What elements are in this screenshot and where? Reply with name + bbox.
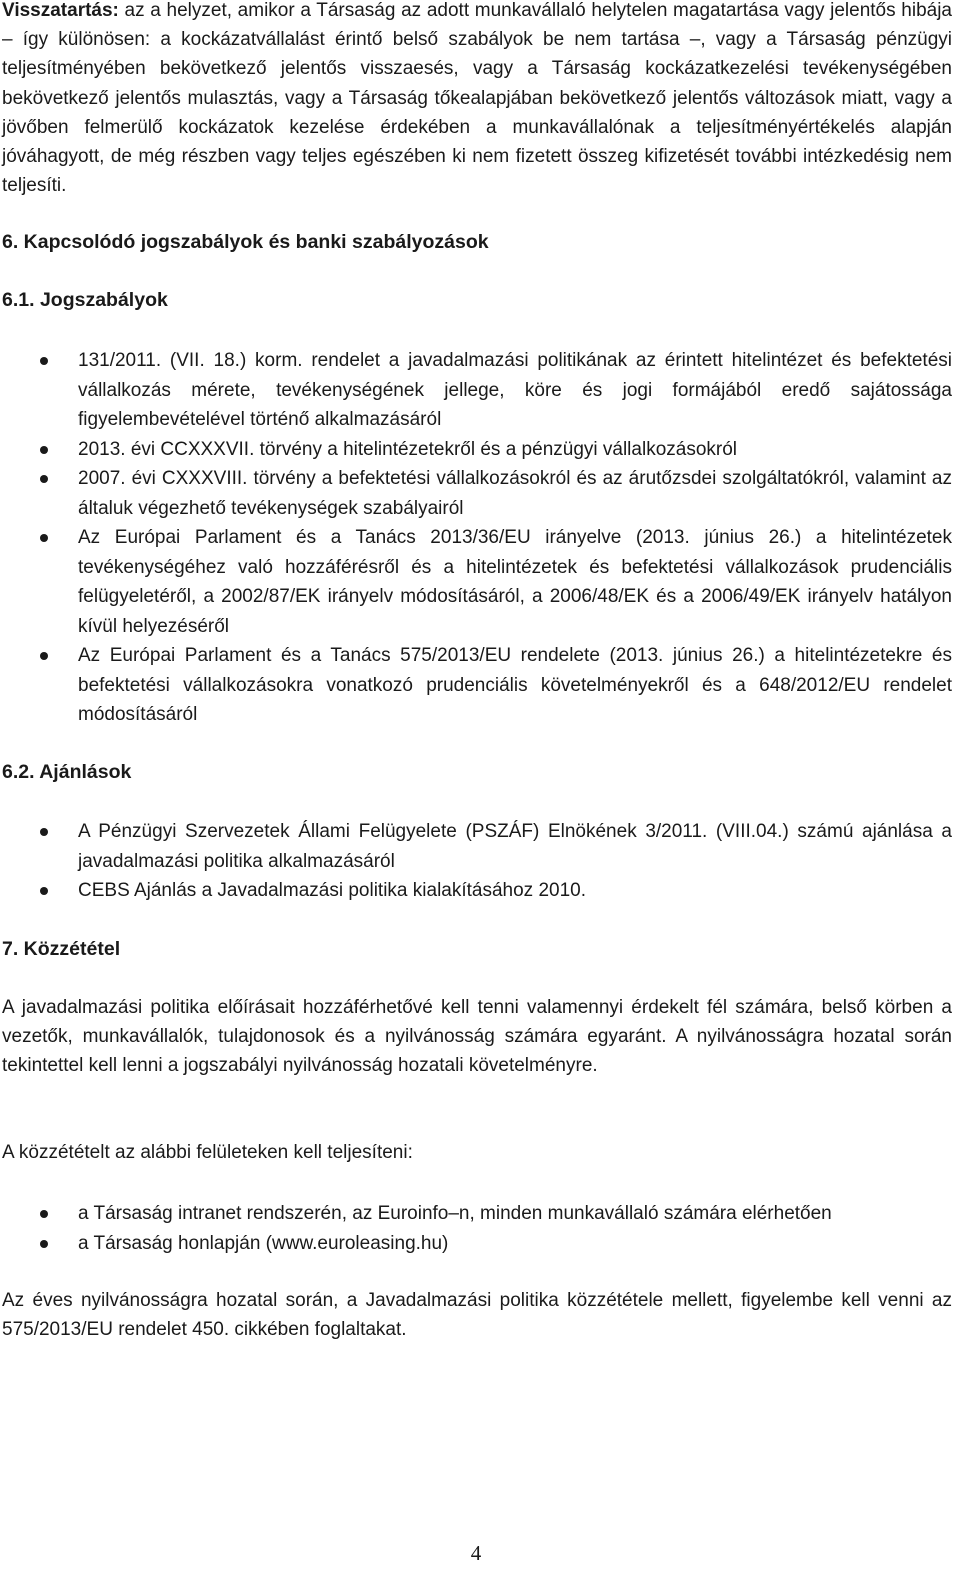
bullet-icon xyxy=(40,828,48,836)
list-item: 2007. évi CXXXVIII. törvény a befektetési vállalkozásokról és az árutőzsdei szolgáltatókról, valamint az általuk végezhető tevékenységek szabályairól xyxy=(0,464,952,523)
section-6-title: 6. Kapcsolódó jogszabályok és banki szabályozások xyxy=(2,231,489,253)
list-item: Az Európai Parlament és a Tanács 575/2013/EU rendelete (2013. június 26.) a hitelintézetekre és befektetési vállalkozásokra vonatkozó prudenciális követelményekről és a 648/2012/EU rendelet módosításáról xyxy=(0,641,952,730)
bullet-icon xyxy=(40,357,48,365)
section-6-1-title: 6.1. Jogszabályok xyxy=(2,289,168,311)
list-item: Az Európai Parlament és a Tanács 2013/36/EU irányelve (2013. június 26.) a hitelintézetek tevékenységéhez való hozzáférésről és a hitelintézetek és befektetési vállalkozások prudenciális felügyeletéről, a 2002/87/EK irányelv módosításáról, a 2006/48/EK és a 2006/49/EK irányelv hatályon kívül helyezéséről xyxy=(0,523,952,641)
bullet-icon xyxy=(40,1210,48,1218)
section-6-2-title: 6.2. Ajánlások xyxy=(2,761,132,783)
list-item: A Pénzügyi Szervezetek Állami Felügyelete (PSZÁF) Elnökének 3/2011. (VIII.04.) számú ajánlása a javadalmazási politika alkalmazásáról xyxy=(0,817,952,876)
intro-paragraph xyxy=(2,0,952,200)
page-number: 4 xyxy=(470,1541,482,1565)
recommendations-list xyxy=(0,817,952,906)
list-item: 2013. évi CCXXXVII. törvény a hitelintézetekről és a pénzügyi vállalkozásokról xyxy=(0,435,952,465)
list-item: CEBS Ajánlás a Javadalmazási politika kialakításához 2010. xyxy=(0,876,952,906)
intro-text: az a helyzet, amikor a Társaság az adott munkavállaló helytelen magatartása vagy jelentős hibája – így különösen: a kockázatvállalást érintő belső szabályok be nem tartása –, vagy a Társaság pénzügyi teljesítményében bekövetkező jelentős visszaesés, vagy a Társaság kockázatkezelési tevékenységében bekövetkező jelentős mulasztás, vagy a Társaság tőkealapjában bekövetkező jelentős változások miatt, vagy a jövőben felmerülő kockázatok kezelése érdekében a munkavállalónak a teljesítményértékelés alapján jóváhagyott, de még részben vagy teljes egészében ki nem fizetett összeg kifizetését további intézkedésig nem teljesíti. xyxy=(2,0,952,197)
bullet-icon xyxy=(40,652,48,660)
list-item: a Társaság honlapján (www.euroleasing.hu) xyxy=(0,1229,952,1259)
list-item: 131/2011. (VII. 18.) korm. rendelet a javadalmazási politikának az érintett hitelintézet és befektetési vállalkozás mérete, tevékenységének jellege, köre és jogi formájából eredő sajátossága figyelembevételével történő alkalmazásáról xyxy=(0,346,952,435)
bullet-icon xyxy=(40,534,48,542)
section-7-paragraph-2: A közzétételt az alábbi felületeken kell teljesíteni: xyxy=(2,1142,413,1163)
bullet-icon xyxy=(40,446,48,454)
list-item: a Társaság intranet rendszerén, az Euroinfo–n, minden munkavállaló számára elérhetően xyxy=(0,1199,952,1229)
section-7-paragraph-1: A javadalmazási politika előírásait hozzáférhetővé kell tenni valamennyi érdekelt fél számára, belső körben a vezetők, munkavállalók, tulajdonosok és a nyilvánosság számára egyaránt. A nyilvánosságra hozatal során tekintettel kell lenni a jogszabályi nyilvánosság hozatali követelményre. xyxy=(2,997,952,1077)
bullet-icon xyxy=(40,1240,48,1248)
intro-term: Visszatartás: xyxy=(2,0,119,21)
section-7-title: 7. Közzététel xyxy=(2,938,121,960)
publication-list xyxy=(0,1199,952,1258)
bullet-icon xyxy=(40,475,48,483)
bullet-icon xyxy=(40,887,48,895)
laws-list xyxy=(0,346,952,730)
section-7-paragraph-3: Az éves nyilvánosságra hozatal során, a Javadalmazási politika közzététele mellett, figyelembe kell venni az 575/2013/EU rendelet 450. cikkében foglaltakat. xyxy=(2,1290,952,1341)
